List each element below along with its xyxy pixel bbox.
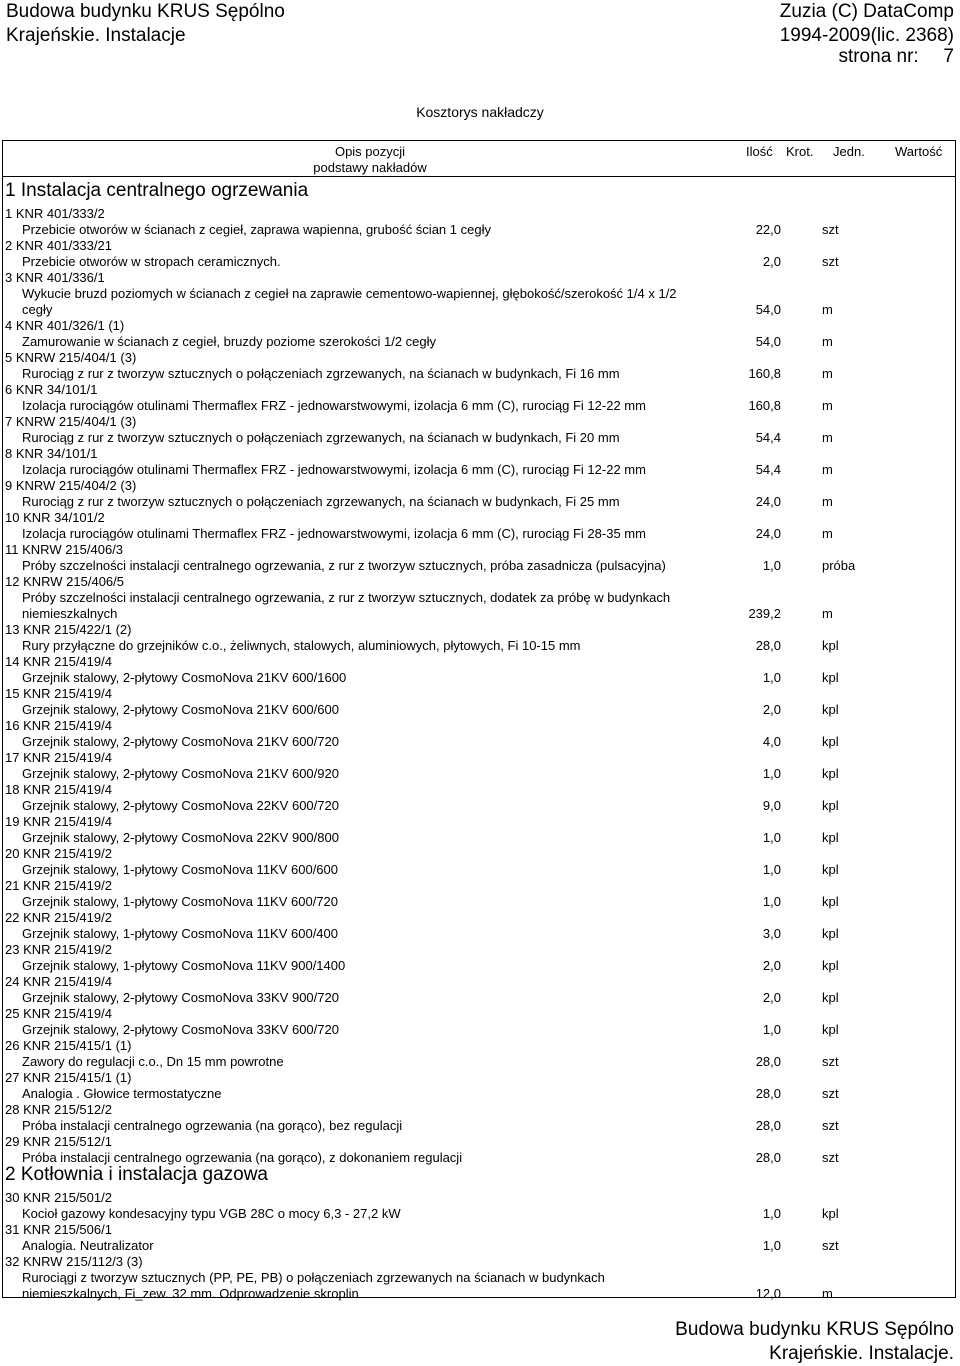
item-description bbox=[22, 462, 722, 478]
item-code: 24 KNR 215/419/4 bbox=[5, 974, 112, 989]
table-row bbox=[0, 1070, 956, 1102]
item-description bbox=[22, 894, 722, 910]
item-description-line: Grzejnik stalowy, 2-płytowy CosmoNova 21KV 600/720 bbox=[22, 734, 339, 749]
item-code: 29 KNR 215/512/1 bbox=[5, 1134, 112, 1149]
item-unit: m bbox=[822, 1286, 833, 1301]
item-description-line: Przebicie otworów w stropach ceramicznych. bbox=[22, 254, 281, 269]
item-code: 2 KNR 401/333/21 bbox=[5, 238, 112, 253]
item-quantity: 2,0 bbox=[762, 702, 781, 717]
item-quantity: 1,0 bbox=[762, 766, 781, 781]
item-code: 32 KNRW 215/112/3 (3) bbox=[5, 1254, 143, 1269]
item-description bbox=[22, 1118, 722, 1134]
item-unit: kpl bbox=[822, 830, 839, 845]
item-description bbox=[22, 798, 722, 814]
item-unit: szt bbox=[822, 222, 839, 237]
item-unit: kpl bbox=[822, 734, 839, 749]
table-row bbox=[0, 942, 956, 974]
section-title: 1 Instalacja centralnego ogrzewania bbox=[5, 180, 309, 201]
item-description bbox=[22, 430, 722, 446]
item-unit: m bbox=[822, 334, 833, 349]
item-quantity: 1,0 bbox=[762, 1206, 781, 1221]
item-description bbox=[22, 1022, 722, 1038]
item-code: 19 KNR 215/419/4 bbox=[5, 814, 112, 829]
item-code: 3 KNR 401/336/1 bbox=[5, 270, 105, 285]
item-unit: m bbox=[822, 462, 833, 477]
item-quantity: 28,0 bbox=[755, 1086, 781, 1101]
table-row bbox=[0, 446, 956, 478]
item-description-line: Rurociągi z tworzyw sztucznych (PP, PE, PB) o połączeniach zgrzewanych na ścianach w budynkach bbox=[22, 1270, 605, 1285]
table-row bbox=[0, 782, 956, 814]
item-quantity: 2,0 bbox=[762, 254, 781, 269]
project-title: Budowa budynku KRUS Sępólno bbox=[6, 1, 285, 22]
table-row bbox=[0, 574, 956, 622]
item-quantity: 54,4 bbox=[755, 430, 781, 445]
item-description bbox=[22, 1270, 722, 1302]
item-unit: szt bbox=[822, 1238, 839, 1253]
header-left bbox=[6, 0, 285, 48]
item-description-line: Grzejnik stalowy, 1-płytowy CosmoNova 11KV 600/600 bbox=[22, 862, 338, 877]
item-code: 5 KNRW 215/404/1 (3) bbox=[5, 350, 137, 365]
item-description bbox=[22, 398, 722, 414]
table-row bbox=[0, 542, 956, 574]
column-header-ilosc: Ilość bbox=[746, 144, 773, 159]
table-row bbox=[0, 654, 956, 686]
item-code: 27 KNR 215/415/1 (1) bbox=[5, 1070, 132, 1085]
item-description-line: Grzejnik stalowy, 2-płytowy CosmoNova 22KV 600/720 bbox=[22, 798, 339, 813]
page-number: 7 bbox=[943, 46, 954, 67]
item-description-line: Rurociąg z rur z tworzyw sztucznych o połączeniach zgrzewanych, na ścianach w budynkach, Fi 25 mm bbox=[22, 494, 620, 509]
item-unit: m bbox=[822, 526, 833, 541]
column-header-jedn: Jedn. bbox=[833, 144, 865, 159]
item-quantity: 28,0 bbox=[755, 1118, 781, 1133]
item-quantity: 3,0 bbox=[762, 926, 781, 941]
table-row bbox=[0, 238, 956, 270]
item-unit: kpl bbox=[822, 894, 839, 909]
item-code: 16 KNR 215/419/4 bbox=[5, 718, 112, 733]
item-unit: m bbox=[822, 606, 833, 621]
item-unit: m bbox=[822, 398, 833, 413]
item-description-line: Przebicie otworów w ścianach z cegieł, zaprawa wapienna, grubość ścian 1 cegły bbox=[22, 222, 491, 237]
item-description bbox=[22, 1086, 722, 1102]
item-description-line: Próby szczelności instalacji centralnego ogrzewania, z rur z tworzyw sztucznych, dodatek za próbę w budynkach bbox=[22, 590, 671, 605]
item-description-line: Grzejnik stalowy, 2-płytowy CosmoNova 33KV 600/720 bbox=[22, 1022, 339, 1037]
footer-line1: Budowa budynku KRUS Sępólno bbox=[675, 1319, 954, 1340]
item-description bbox=[22, 254, 722, 270]
header-divider bbox=[2, 176, 956, 177]
item-description bbox=[22, 494, 722, 510]
item-quantity: 28,0 bbox=[755, 638, 781, 653]
column-header-wartosc: Wartość bbox=[895, 144, 943, 159]
table-row bbox=[0, 382, 956, 414]
item-code: 10 KNR 34/101/2 bbox=[5, 510, 105, 525]
item-code: 8 KNR 34/101/1 bbox=[5, 446, 98, 461]
item-unit: szt bbox=[822, 254, 839, 269]
section-title: 2 Kotłownia i instalacja gazowa bbox=[5, 1164, 268, 1185]
item-unit: kpl bbox=[822, 670, 839, 685]
item-description-line: Rurociąg z rur z tworzyw sztucznych o połączeniach zgrzewanych, na ścianach w budynkach, Fi 16 mm bbox=[22, 366, 620, 381]
item-code: 21 KNR 215/419/2 bbox=[5, 878, 112, 893]
item-unit: m bbox=[822, 366, 833, 381]
item-quantity: 160,8 bbox=[748, 366, 781, 381]
footer-line2: Krajeńskie. Instalacje. bbox=[769, 1343, 954, 1364]
item-description bbox=[22, 926, 722, 942]
table-row bbox=[0, 1102, 956, 1134]
item-unit: kpl bbox=[822, 798, 839, 813]
item-code: 1 KNR 401/333/2 bbox=[5, 206, 105, 221]
table-row bbox=[0, 718, 956, 750]
item-quantity: 1,0 bbox=[762, 894, 781, 909]
item-quantity: 1,0 bbox=[762, 830, 781, 845]
item-quantity: 1,0 bbox=[762, 558, 781, 573]
table-row bbox=[0, 1254, 956, 1302]
item-quantity: 1,0 bbox=[762, 670, 781, 685]
item-quantity: 28,0 bbox=[755, 1054, 781, 1069]
page-number-block bbox=[838, 45, 954, 69]
item-description bbox=[22, 1150, 722, 1166]
item-quantity: 160,8 bbox=[748, 398, 781, 413]
item-code: 7 KNRW 215/404/1 (3) bbox=[5, 414, 137, 429]
item-code: 22 KNR 215/419/2 bbox=[5, 910, 112, 925]
item-code: 11 KNRW 215/406/3 bbox=[5, 542, 124, 557]
table-row bbox=[0, 1038, 956, 1070]
table-row bbox=[0, 814, 956, 846]
item-description bbox=[22, 1238, 722, 1254]
item-unit: kpl bbox=[822, 1022, 839, 1037]
item-unit: kpl bbox=[822, 958, 839, 973]
item-description-line: Próba instalacji centralnego ogrzewania (na gorąco), z dokonaniem regulacji bbox=[22, 1150, 463, 1165]
item-quantity: 1,0 bbox=[762, 1022, 781, 1037]
table-row bbox=[0, 686, 956, 718]
table-row bbox=[0, 414, 956, 446]
table-row bbox=[0, 270, 956, 318]
item-description bbox=[22, 702, 722, 718]
column-header-krot: Krot. bbox=[786, 144, 814, 159]
item-quantity: 2,0 bbox=[762, 990, 781, 1005]
item-code: 6 KNR 34/101/1 bbox=[5, 382, 98, 397]
item-description-line: Grzejnik stalowy, 1-płytowy CosmoNova 11KV 600/400 bbox=[22, 926, 338, 941]
item-description bbox=[22, 590, 722, 622]
item-unit: kpl bbox=[822, 926, 839, 941]
item-unit: kpl bbox=[822, 862, 839, 877]
item-quantity: 22,0 bbox=[755, 222, 781, 237]
item-unit: szt bbox=[822, 1150, 839, 1165]
item-quantity: 2,0 bbox=[762, 958, 781, 973]
item-unit: szt bbox=[822, 1054, 839, 1069]
item-description-line: Zamurowanie w ścianach z cegieł, bruzdy poziome szerokości 1/2 cegły bbox=[22, 334, 437, 349]
item-description-line: Zawory do regulacji c.o., Dn 15 mm powrotne bbox=[22, 1054, 284, 1069]
item-description-line: Analogia . Głowice termostatyczne bbox=[22, 1086, 222, 1101]
table-row bbox=[0, 318, 956, 350]
item-quantity: 54,0 bbox=[755, 334, 781, 349]
item-code: 30 KNR 215/501/2 bbox=[5, 1190, 112, 1205]
item-unit: próba bbox=[822, 558, 856, 573]
table-row bbox=[0, 510, 956, 542]
item-quantity: 54,0 bbox=[755, 302, 781, 317]
item-quantity: 4,0 bbox=[762, 734, 781, 749]
table-row bbox=[0, 1134, 956, 1166]
project-subtitle: Krajeńskie. Instalacje bbox=[6, 25, 186, 46]
item-description-line: Analogia. Neutralizator bbox=[22, 1238, 154, 1253]
item-code: 14 KNR 215/419/4 bbox=[5, 654, 112, 669]
item-description bbox=[22, 862, 722, 878]
table-row bbox=[0, 350, 956, 382]
item-quantity: 24,0 bbox=[755, 494, 781, 509]
item-quantity: 28,0 bbox=[755, 1150, 781, 1165]
item-quantity: 9,0 bbox=[762, 798, 781, 813]
item-description-line: Grzejnik stalowy, 2-płytowy CosmoNova 21KV 600/920 bbox=[22, 766, 339, 781]
item-code: 28 KNR 215/512/2 bbox=[5, 1102, 112, 1117]
item-code: 9 KNRW 215/404/2 (3) bbox=[5, 478, 137, 493]
item-description-line: Izolacja rurociągów otulinami Thermaflex FRZ - jednowarstwowymi, izolacja 6 mm (C), rurociąg Fi 12-22 mm bbox=[22, 462, 646, 477]
item-code: 13 KNR 215/422/1 (2) bbox=[5, 622, 132, 637]
item-description bbox=[22, 830, 722, 846]
table-row bbox=[0, 1190, 956, 1222]
item-unit: kpl bbox=[822, 990, 839, 1005]
item-description bbox=[22, 1206, 722, 1222]
item-description bbox=[22, 670, 722, 686]
item-description-line: Izolacja rurociągów otulinami Thermaflex FRZ - jednowarstwowymi, izolacja 6 mm (C), rurociąg Fi 28-35 mm bbox=[22, 526, 646, 541]
software-license: 1994-2009(lic. 2368) bbox=[779, 25, 954, 46]
item-description-line: niemieszkalnych, Fi_zew. 32 mm. Odprowadzenie skroplin bbox=[22, 1286, 359, 1301]
item-unit: m bbox=[822, 430, 833, 445]
software-name: Zuzia (C) DataComp bbox=[779, 1, 954, 22]
table-row bbox=[0, 750, 956, 782]
item-unit: kpl bbox=[822, 766, 839, 781]
item-description-line: Grzejnik stalowy, 1-płytowy CosmoNova 11KV 600/720 bbox=[22, 894, 338, 909]
item-quantity: 1,0 bbox=[762, 862, 781, 877]
item-unit: m bbox=[822, 494, 833, 509]
item-code: 26 KNR 215/415/1 (1) bbox=[5, 1038, 132, 1053]
table-row bbox=[0, 878, 956, 910]
item-description bbox=[22, 1054, 722, 1070]
item-unit: kpl bbox=[822, 1206, 839, 1221]
table-row bbox=[0, 622, 956, 654]
item-description-line: Grzejnik stalowy, 2-płytowy CosmoNova 21KV 600/600 bbox=[22, 702, 339, 717]
item-description-line: Rurociąg z rur z tworzyw sztucznych o połączeniach zgrzewanych, na ścianach w budynkach, Fi 20 mm bbox=[22, 430, 620, 445]
item-description-line: Próba instalacji centralnego ogrzewania (na gorąco), bez regulacji bbox=[22, 1118, 403, 1133]
item-description-line: Izolacja rurociągów otulinami Thermaflex FRZ - jednowarstwowymi, izolacja 6 mm (C), rurociąg Fi 12-22 mm bbox=[22, 398, 646, 413]
item-description bbox=[22, 990, 722, 1006]
item-description bbox=[22, 286, 722, 318]
item-description-line: Rury przyłączne do grzejników c.o., żeliwnych, stalowych, aluminiowych, płytowych, Fi 10-15 mm bbox=[22, 638, 581, 653]
item-description bbox=[22, 638, 722, 654]
item-unit: kpl bbox=[822, 638, 839, 653]
item-code: 20 KNR 215/419/2 bbox=[5, 846, 112, 861]
item-description-line: cegły bbox=[22, 302, 53, 317]
item-code: 15 KNR 215/419/4 bbox=[5, 686, 112, 701]
item-description-line: Grzejnik stalowy, 2-płytowy CosmoNova 21KV 600/1600 bbox=[22, 670, 347, 685]
table-row bbox=[0, 206, 956, 238]
item-description bbox=[22, 734, 722, 750]
item-description-line: Próby szczelności instalacji centralnego ogrzewania, z rur z tworzyw sztucznych, próba zasadnicza (pulsacyjna) bbox=[22, 558, 666, 573]
item-description bbox=[22, 958, 722, 974]
item-description-line: niemieszkalnych bbox=[22, 606, 118, 621]
item-code: 31 KNR 215/506/1 bbox=[5, 1222, 112, 1237]
table-row bbox=[0, 478, 956, 510]
item-description-line: Kocioł gazowy kondesacyjny typu VGB 28C o mocy 6,3 - 27,2 kW bbox=[22, 1206, 401, 1221]
table-row bbox=[0, 974, 956, 1006]
item-code: 25 KNR 215/419/4 bbox=[5, 1006, 112, 1021]
item-code: 18 KNR 215/419/4 bbox=[5, 782, 112, 797]
item-description bbox=[22, 222, 722, 238]
item-quantity: 54,4 bbox=[755, 462, 781, 477]
item-description bbox=[22, 766, 722, 782]
document-title: Kosztorys nakładczy bbox=[416, 104, 544, 120]
footer bbox=[675, 1318, 954, 1366]
item-quantity: 24,0 bbox=[755, 526, 781, 541]
item-code: 12 KNRW 215/406/5 bbox=[5, 574, 124, 589]
item-unit: szt bbox=[822, 1118, 839, 1133]
table-row bbox=[0, 846, 956, 878]
table-row bbox=[0, 1006, 956, 1038]
item-quantity: 239,2 bbox=[748, 606, 781, 621]
header-right bbox=[780, 0, 954, 48]
column-header-opis: Opis pozycji podstawy nakładów bbox=[313, 144, 427, 175]
item-description bbox=[22, 558, 722, 574]
item-description bbox=[22, 366, 722, 382]
item-description bbox=[22, 526, 722, 542]
table-row bbox=[0, 1222, 956, 1254]
item-unit: kpl bbox=[822, 702, 839, 717]
item-unit: szt bbox=[822, 1086, 839, 1101]
item-quantity: 1,0 bbox=[762, 1238, 781, 1253]
item-description bbox=[22, 334, 722, 350]
table-row bbox=[0, 910, 956, 942]
item-code: 23 KNR 215/419/2 bbox=[5, 942, 112, 957]
item-code: 4 KNR 401/326/1 (1) bbox=[5, 318, 125, 333]
item-description-line: Wykucie bruzd poziomych w ścianach z cegieł na zaprawie cementowo-wapiennej, głębokość/szerokość 1/4 x 1/2 bbox=[22, 286, 677, 301]
page-label: strona nr: bbox=[838, 46, 919, 67]
item-code: 17 KNR 215/419/4 bbox=[5, 750, 112, 765]
item-unit: m bbox=[822, 302, 833, 317]
item-description-line: Grzejnik stalowy, 1-płytowy CosmoNova 11KV 900/1400 bbox=[22, 958, 346, 973]
item-description-line: Grzejnik stalowy, 2-płytowy CosmoNova 22KV 900/800 bbox=[22, 830, 339, 845]
item-description-line: Grzejnik stalowy, 2-płytowy CosmoNova 33KV 900/720 bbox=[22, 990, 339, 1005]
item-quantity: 12,0 bbox=[755, 1286, 781, 1301]
